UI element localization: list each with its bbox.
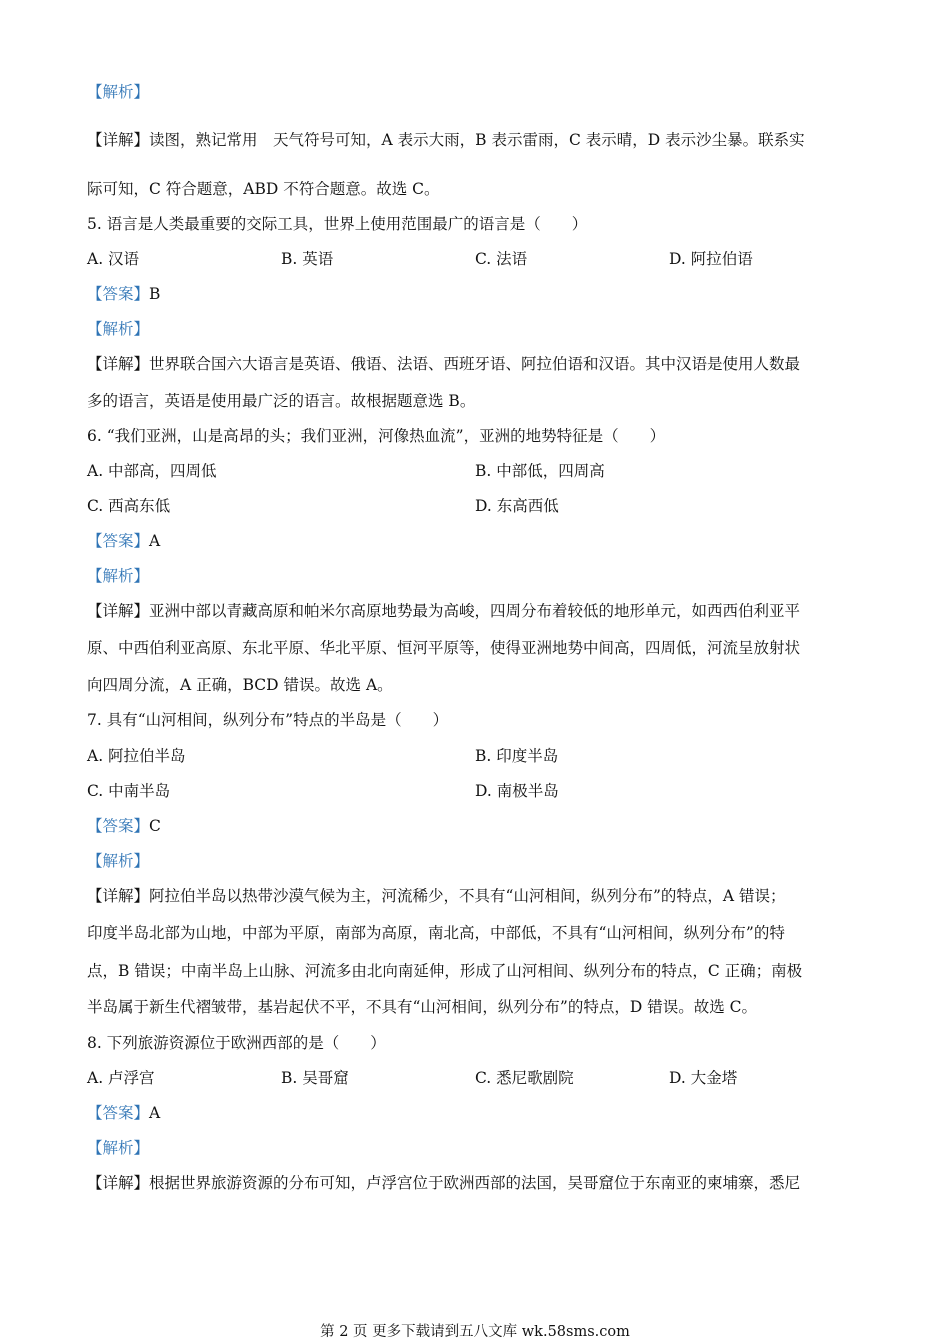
answer-line: 【答案】B — [87, 285, 161, 303]
detail-line: 点，B 错误；中南半岛上山脉、河流多由北向南延伸，形成了山河相间、纵列分布的特点，C 正确；南极 — [87, 962, 803, 980]
option-b: B. 印度半岛 — [475, 747, 559, 765]
option-b: B. 英语 — [281, 250, 334, 268]
detail-line: 【详解】根据世界旅游资源的分布可知，卢浮宫位于欧洲西部的法国，吴哥窟位于东南亚的柬埔寨，悉尼 — [87, 1174, 801, 1192]
option-d: D. 东高西低 — [475, 497, 559, 515]
option-b: B. 吴哥窟 — [281, 1069, 349, 1087]
option-c: C. 悉尼歌剧院 — [475, 1069, 574, 1087]
detail-line: 【详解】阿拉伯半岛以热带沙漠气候为主，河流稀少，不具有“山河相间，纵列分布”的特点，A 错误； — [87, 887, 786, 905]
detail-line: 半岛属于新生代褶皱带，基岩起伏不平，不具有“山河相间，纵列分布”的特点，D 错误。故选 C。 — [87, 998, 757, 1016]
option-a: A. 卢浮宫 — [87, 1069, 155, 1087]
option-a: A. 汉语 — [87, 250, 140, 268]
analysis-label: 【解析】 — [87, 567, 150, 585]
answer-line: 【答案】A — [87, 532, 161, 550]
option-d: D. 南极半岛 — [475, 782, 559, 800]
analysis-label: 【解析】 — [87, 1139, 150, 1157]
option-a: A. 阿拉伯半岛 — [87, 747, 186, 765]
detail-line: 【详解】亚洲中部以青藏高原和帕米尔高原地势最为高峻，四周分布着较低的地形单元，如西西伯利亚平 — [87, 602, 801, 620]
option-d: D. 大金塔 — [669, 1069, 738, 1087]
detail-line: 【详解】读图，熟记常用 天气符号可知，A 表示大雨，B 表示雷雨，C 表示晴，D 表示沙尘暴。联系实 — [87, 131, 805, 149]
question-stem: 5. 语言是人类最重要的交际工具，世界上使用范围最广的语言是（ ） — [87, 215, 588, 233]
analysis-label: 【解析】 — [87, 320, 150, 338]
answer-line: 【答案】C — [87, 817, 161, 835]
detail-line: 原、中西伯利亚高原、东北平原、华北平原、恒河平原等，使得亚洲地势中间高，四周低，河流呈放射状 — [87, 639, 801, 657]
option-a: A. 中部高，四周低 — [87, 462, 217, 480]
question-stem: 8. 下列旅游资源位于欧洲西部的是（ ） — [87, 1034, 386, 1052]
option-d: D. 阿拉伯语 — [669, 250, 753, 268]
detail-line: 印度半岛北部为山地，中部为平原，南部为高原，南北高，中部低，不具有“山河相间，纵列分布”的特 — [87, 924, 785, 942]
option-b: B. 中部低，四周高 — [475, 462, 605, 480]
option-c: C. 西高东低 — [87, 497, 171, 515]
answer-line: 【答案】A — [87, 1104, 161, 1122]
option-c: C. 中南半岛 — [87, 782, 171, 800]
detail-line: 多的语言，英语是使用最广泛的语言。故根据题意选 B。 — [87, 392, 476, 410]
detail-line: 【详解】世界联合国六大语言是英语、俄语、法语、西班牙语、阿拉伯语和汉语。其中汉语是使用人数最 — [87, 355, 801, 373]
detail-line: 际可知，C 符合题意，ABD 不符合题意。故选 C。 — [87, 180, 440, 198]
question-stem: 7. 具有“山河相间，纵列分布”特点的半岛是（ ） — [87, 711, 449, 729]
option-c: C. 法语 — [475, 250, 528, 268]
analysis-label: 【解析】 — [87, 852, 150, 870]
analysis-label: 【解析】 — [87, 83, 150, 101]
detail-line: 向四周分流，A 正确，BCD 错误。故选 A。 — [87, 676, 393, 694]
page-footer: 第 2 页 更多下载请到五八文库 wk.58sms.com — [320, 1324, 630, 1340]
question-stem: 6. “我们亚洲，山是高昂的头；我们亚洲，河像热血流”，亚洲的地势特征是（ ） — [87, 427, 666, 445]
